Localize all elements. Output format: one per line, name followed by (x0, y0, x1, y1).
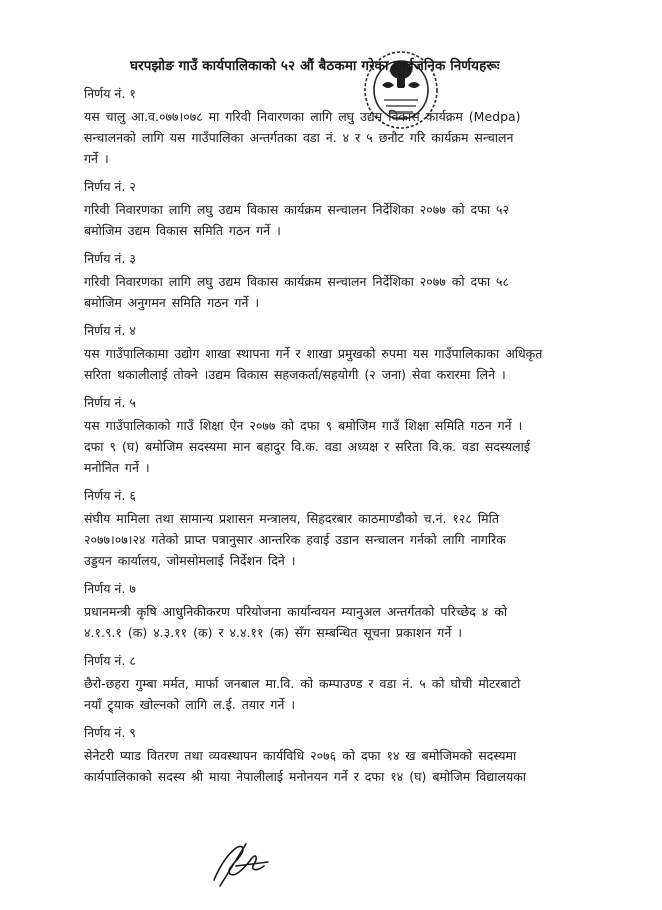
decision-line: सरिता थकालीलाई तोक्ने ।उद्यम विकास सहजकर्ता/सहयोगी (२ जना) सेवा करारमा लिने । (84, 367, 506, 382)
decision-heading: निर्णय नं. ९ (84, 725, 136, 740)
decision-line: गरिवी निवारणका लागि लघु उद्यम विकास कार्यक्रम सन्चालन निर्देशिका २०७७ को दफा ५८ (84, 274, 510, 289)
decision-line: यस चालु आ.व.०७७।०७८ मा गरिवी निवारणका लागि लघु उद्यम विकास कार्यक्रम (Medpa) (84, 109, 521, 124)
decision-text (84, 199, 612, 241)
decision-text (84, 601, 612, 643)
page-title: घरपझोङ गाउँ कार्यपालिकाको ५२ औं बैठकमा गरेका सार्वजनिक निर्णयहरूः (130, 58, 500, 74)
decision-line: गर्ने । (84, 151, 109, 166)
decision-item (84, 723, 612, 787)
decision-line: यस गाउँपालिकामा उद्योग शाखा स्थापना गर्ने र शाखा प्रमुखको रुपमा यस गाउँपालिकाका अधिकृत (84, 346, 543, 361)
decision-line: सन्चालनको लागि यस गाउँपालिका अन्तर्गतका वडा नं. ४ र ५ छनौट गरि कार्यक्रम सन्चालन (84, 130, 514, 145)
decision-text (84, 271, 612, 313)
decision-heading: निर्णय नं. ७ (84, 581, 136, 596)
decision-text (84, 508, 612, 571)
decision-line: बमोजिम उद्यम विकास समिति गठन गर्ने । (84, 223, 281, 238)
decision-heading: निर्णय नं. ४ (84, 323, 136, 338)
decision-line: कार्यपालिकाको सदस्य श्री माया नेपालीलाई मनोनयन गर्ने र दफा १४ (घ) बमोजिम विद्यालयका (84, 769, 527, 784)
decision-text (84, 673, 612, 715)
decision-item (84, 486, 612, 571)
decision-line: नयाँ ट्र्याक खोल्नको लागि ल.ई. तयार गर्ने । (84, 697, 296, 712)
decision-text (84, 343, 612, 385)
decision-text (84, 745, 612, 787)
decision-heading: निर्णय नं. २ (84, 179, 136, 194)
decision-line: संघीय मामिला तथा सामान्य प्रशासन मन्त्रालय, सिहदरबार काठमाण्डौको च.नं. १२८ मिति (84, 511, 499, 526)
decision-heading: निर्णय नं. ६ (84, 488, 136, 503)
decision-item (84, 393, 612, 478)
decision-line: दफा ९ (घ) बमोजिम सदस्यमा मान बहादुर वि.क. वडा अध्यक्ष र सरिता वि.क. वडा सदस्यलाई (84, 439, 530, 454)
decision-line: मनोनित गर्ने । (84, 460, 150, 475)
decision-text (84, 415, 612, 478)
decision-line: प्रधानमन्त्री कृषि आधुनिकीकरण परियोजना कार्यान्वयन म्यानुअल अन्तर्गतको परिच्छेद ४ को (84, 604, 508, 619)
decision-item (84, 177, 612, 241)
decision-item (84, 249, 612, 313)
decision-line: उड्डयन कार्यालय, जोमसोमलाई निर्देशन दिने । (84, 553, 296, 568)
decision-line: बमोजिम अनुगमन समिति गठन गर्ने । (84, 295, 260, 310)
decision-heading: निर्णय नं. १ (84, 86, 136, 101)
decision-heading: निर्णय नं. ३ (84, 251, 136, 266)
decision-list (84, 84, 612, 795)
decision-line: छैरो-छहरा गुम्बा मर्मत, मार्फा जनबाल मा.वि. को कम्पाउण्ड र वडा नं. ५ को घोची मोटरबाटो (84, 676, 521, 691)
decision-line: यस गाउँपालिकाको गाउँ शिक्षा ऐन २०७७ को दफा ९ बमोजिम गाउँ शिक्षा समिति गठन गर्ने । (84, 418, 523, 433)
decision-item (84, 651, 612, 715)
decision-line: ४.१.९.१ (क) ४.३.११ (क) र ४.४.११ (क) सँग सम्बन्धित सूचना प्रकाशन गर्ने । (84, 625, 462, 640)
decision-line: २०७७।०७।२४ गतेको प्राप्त पत्रानुसार आन्तरिक हवाई उडान सन्चालन गर्नको लागि नागरिक (84, 532, 506, 547)
decision-text (84, 106, 612, 169)
decision-item (84, 84, 612, 169)
decision-item (84, 579, 612, 643)
decision-heading: निर्णय नं. ५ (84, 395, 136, 410)
decision-line: गरिवी निवारणका लागि लघु उद्यम विकास कार्यक्रम सन्चालन निर्देशिका २०७७ को दफा ५२ (84, 202, 510, 217)
decision-line: सेनेटरी प्याड वितरण तथा व्यवस्थापन कार्यविधि २०७६ को दफा १४ ख बमोजिमको सदस्यमा (84, 748, 517, 763)
handwritten-signature (206, 836, 276, 890)
decision-heading: निर्णय नं. ८ (84, 653, 136, 668)
decision-item (84, 321, 612, 385)
